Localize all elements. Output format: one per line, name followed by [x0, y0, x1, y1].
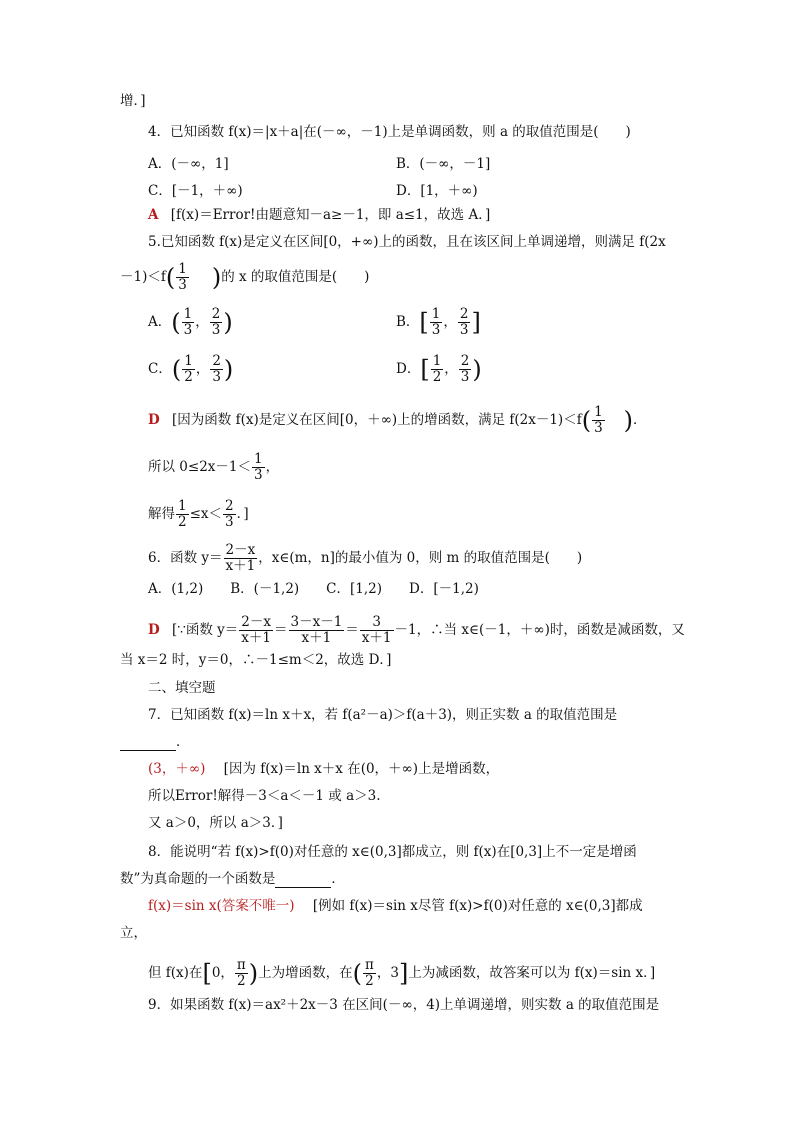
denominator: 2	[237, 973, 246, 989]
numerator: 2	[211, 306, 221, 322]
denominator: x＋1	[241, 630, 271, 646]
numerator: 1	[431, 306, 441, 322]
text-span: 解得	[148, 506, 175, 522]
denominator: x＋1	[225, 558, 256, 574]
numerator: 1	[432, 353, 442, 369]
comma: ，	[220, 965, 234, 981]
text-span: 0	[211, 965, 221, 981]
denominator: x＋1	[361, 630, 392, 646]
option-label: B．	[396, 314, 420, 330]
answer-8	[148, 897, 643, 915]
comma: ，	[195, 314, 209, 330]
answer-7-line2: 所以Error!解得－3＜a＜－1 或 a＞3.	[148, 788, 381, 804]
answer-letter: A	[148, 207, 159, 223]
denominator: 3	[225, 514, 234, 530]
paren: )	[472, 355, 482, 384]
fraction	[458, 307, 471, 338]
text-span: ．	[176, 734, 190, 750]
paren: )	[623, 406, 634, 435]
answer-text: [因为函数 f(x)是定义在区间[0，＋∞)上的增函数，满足 f(2x－1)＜f	[172, 412, 582, 428]
question-7: 7．已知函数 f(x)＝ln x＋x，若 f(a²－a)＞f(a＋3)，则正实数 a 的取值范围是	[148, 707, 618, 723]
text-span: 上为增函数，在	[258, 965, 353, 981]
answer-value: (3，＋∞)	[148, 761, 206, 777]
fraction	[182, 307, 195, 338]
option-d	[396, 354, 482, 385]
text-span: 数”为真命题的一个函数是	[120, 871, 276, 887]
numerator: 2	[460, 353, 470, 369]
option-label: D．	[396, 361, 421, 377]
fraction	[459, 354, 472, 385]
numerator: 1	[178, 261, 187, 277]
answer-5-line3	[148, 499, 249, 530]
denominator: 3	[431, 322, 441, 338]
text-line: 增．]	[120, 93, 146, 109]
numerator: 1	[183, 306, 193, 322]
numerator: 2－x	[225, 542, 256, 558]
numerator: 3	[360, 615, 394, 631]
answer-6	[148, 615, 685, 646]
question-7-blank	[120, 733, 190, 751]
answer-text: [∵函数 y＝	[172, 622, 239, 638]
blank-line	[120, 736, 176, 751]
fraction	[210, 307, 223, 338]
question-5: 5.已知函数 f(x)是定义在区间[0，+∞)上的函数，且在该区间上单调递增，则满足 f(2x	[148, 234, 666, 250]
numerator: 1	[178, 498, 187, 514]
denominator: 2	[184, 369, 193, 385]
numerator: 1	[253, 451, 263, 467]
option-b	[396, 307, 481, 338]
denominator: 2	[365, 973, 374, 989]
numerator: 2	[212, 353, 221, 369]
paren: (	[352, 959, 363, 988]
answer-7	[148, 760, 499, 778]
question-8-cont	[120, 870, 345, 888]
bracket: ]	[399, 959, 409, 988]
paren: )	[211, 263, 222, 292]
text-span: ．]	[236, 506, 249, 522]
answer-8-line3	[148, 958, 655, 989]
answer-value: f(x)＝sin x(答案不唯一)	[148, 898, 295, 914]
numerator: 2	[459, 306, 469, 322]
denominator: 3	[253, 467, 263, 483]
question-9: 9．如果函数 f(x)＝ax²＋2x－3 在区间(－∞，4)上单调递增，则实数 a 的取值范围是	[148, 997, 660, 1013]
numerator: π	[365, 957, 374, 973]
fraction	[363, 958, 376, 989]
answer-text: [例如 f(x)＝sin x尽管 f(x)>f(0)对任意的 x∈(0,3]都成	[312, 898, 643, 914]
answer-text: [因为 f(x)＝ln x＋x 在(0，＋∞)上是增函数，	[223, 761, 500, 777]
option-c: C．[－1，＋∞)	[148, 183, 243, 199]
fraction	[239, 615, 273, 646]
bracket: ]	[471, 308, 481, 337]
answer-letter: D	[148, 622, 160, 638]
text-span: ，3	[376, 965, 399, 981]
paren: (	[581, 406, 592, 435]
paren: )	[248, 959, 259, 988]
denominator: 3	[460, 369, 470, 385]
answer-7-line3: 又 a＞0，所以 a＞3．]	[148, 815, 283, 831]
denominator: 3	[212, 369, 221, 385]
option-a	[148, 307, 233, 338]
question-4: 4．已知函数 f(x)＝|x＋a|在(－∞，－1)上是单调函数，则 a 的取值范围是( )	[148, 124, 631, 140]
numerator: 1	[594, 404, 603, 420]
text-span: ＝	[345, 622, 359, 638]
text-span: 但 f(x)在	[148, 965, 203, 981]
option-b: B．(－∞，－1]	[396, 156, 491, 172]
denominator: 3	[594, 420, 603, 436]
paren: )	[223, 308, 233, 337]
fraction	[176, 262, 189, 293]
answer-6-line2: 当 x＝2 时，y＝0，∴－1≤m＜2，故选 D．]	[120, 652, 392, 668]
paren: )	[223, 355, 234, 384]
paren: (	[171, 355, 182, 384]
text-span: ，	[265, 459, 280, 475]
fraction	[210, 354, 223, 385]
numerator: 3－x－1	[290, 614, 343, 630]
fraction	[182, 354, 195, 385]
numerator: π	[236, 957, 246, 973]
paren: (	[171, 308, 181, 337]
answer-letter: D	[148, 412, 160, 428]
option-label: C．	[148, 361, 172, 377]
answer-5	[148, 405, 647, 436]
bracket: [	[420, 355, 430, 384]
answer-5-line2	[148, 452, 279, 483]
fraction	[289, 615, 345, 646]
text-span: ≤x＜	[189, 506, 223, 522]
numerator: 1	[184, 353, 193, 369]
fraction	[430, 307, 443, 338]
fraction	[431, 354, 444, 385]
text-span: 上为减函数，故答案可以为 f(x)＝sin x．]	[408, 965, 656, 981]
fraction	[176, 499, 189, 530]
text-span: 所以 0≤2x－1＜	[148, 459, 251, 475]
paren: (	[165, 263, 176, 292]
text-span: ．	[331, 871, 345, 887]
question-8: 8．能说明“若 f(x)>f(0)对任意的 x∈(0,3]都成立，则 f(x)在[0,3]上不一定是增函	[148, 844, 637, 860]
answer-4	[148, 206, 490, 224]
question-6-options: A．(1,2) B．(－1,2) C．[1,2) D．[－1,2)	[148, 581, 479, 597]
denominator: 3	[178, 277, 187, 293]
text-span: 6．函数 y＝	[148, 550, 223, 566]
text-span: ＝	[274, 622, 288, 638]
fraction	[223, 499, 236, 530]
text-span: －1，∴当 x∈(－1，＋∞)时，函数是减函数，又	[394, 622, 685, 638]
question-6	[148, 543, 582, 574]
comma: ，	[195, 361, 210, 377]
comma: ，	[443, 314, 457, 330]
numerator: 2－x	[241, 614, 271, 630]
denominator: 2	[432, 369, 442, 385]
denominator: 3	[459, 322, 469, 338]
denominator: 3	[211, 322, 221, 338]
fraction	[252, 452, 265, 483]
fraction	[235, 958, 248, 989]
fraction	[224, 543, 258, 574]
option-label: A．	[148, 314, 172, 330]
option-d: D．[1，＋∞)	[396, 183, 478, 199]
question-5-cont	[120, 262, 369, 293]
answer-8-line2: 立，	[120, 925, 147, 941]
fraction	[592, 405, 605, 436]
denominator: 2	[178, 514, 187, 530]
numerator: 2	[225, 498, 234, 514]
option-a: A．(－∞，1]	[148, 156, 229, 172]
bracket: [	[419, 308, 429, 337]
denominator: x＋1	[301, 630, 332, 646]
text-span: ．	[633, 412, 647, 428]
text-span: 的 x 的取值范围是( )	[221, 269, 370, 285]
section-title: 二、填空题	[148, 680, 216, 696]
text-span: ，x∈(m，n]的最小值为 0，则 m 的取值范围是( )	[258, 550, 583, 566]
fraction	[360, 615, 394, 646]
blank-line	[275, 873, 331, 888]
text-span: －1)＜f	[120, 269, 166, 285]
option-c	[148, 354, 233, 385]
comma: ，	[444, 361, 458, 377]
denominator: 3	[183, 322, 193, 338]
bracket: [	[202, 959, 212, 988]
answer-text: [f(x)＝Error!由题意知－a≥－1，即 a≤1，故选 A．]	[170, 207, 491, 223]
